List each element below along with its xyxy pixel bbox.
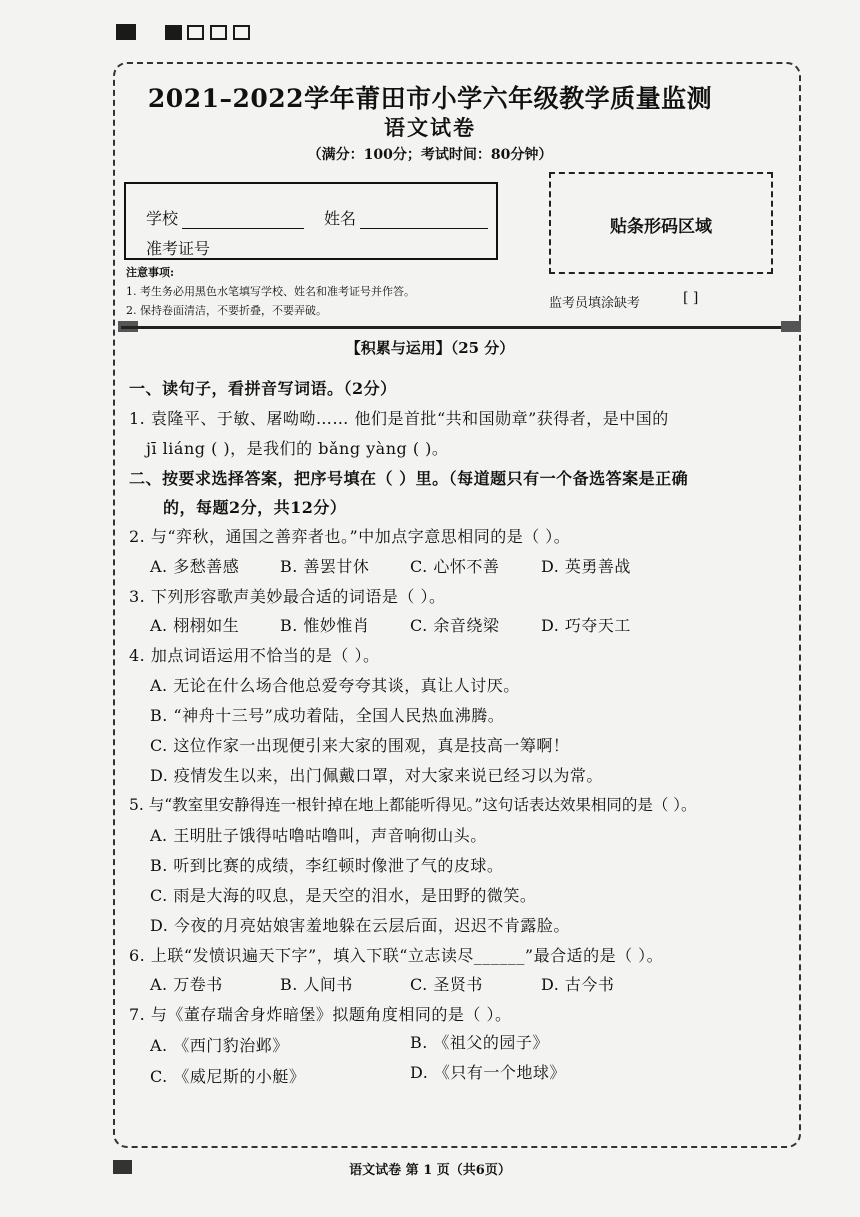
q2-option[interactable]: C. 心怀不善 [410, 557, 500, 576]
proctor-label: 监考员填涂缺考 [549, 296, 641, 311]
q4-option[interactable]: A. 无论在什么场合他总爱夸夸其谈，真让人讨厌。 [150, 676, 520, 695]
marker-square [187, 25, 204, 40]
marker-square [116, 24, 136, 40]
q2-option[interactable]: A. 多愁善感 [150, 557, 240, 576]
notes-heading: 注意事项: [126, 266, 175, 279]
q1-pinyin-blanks[interactable]: jī liáng ( )，是我们的 bǎng yàng ( )。 [146, 439, 449, 458]
marker-square [233, 25, 250, 40]
q6-text: 6. 上联“发愤识遍天下字”，填入下联“立志读尽______”最合适的是（ ）。 [129, 946, 664, 965]
exam-title: 2021–2022学年莆田市小学六年级教学质量监测 [147, 84, 713, 113]
q7-option[interactable]: A. 《西门豹治邺》 [150, 1036, 289, 1055]
exam-id-label: 准考证号 [146, 239, 211, 258]
q7-option[interactable]: D. 《只有一个地球》 [410, 1063, 566, 1082]
school-blank[interactable] [182, 212, 304, 229]
school-label: 学校 [146, 209, 179, 228]
page-footer: 语文试卷 第 1 页（共6页） [349, 1163, 511, 1178]
part2-heading-cont: 的，每题2分，共12分） [163, 498, 347, 517]
student-info-box [124, 182, 498, 260]
q6-option[interactable]: C. 圣贤书 [410, 975, 483, 994]
barcode-label: 贴条形码区域 [610, 217, 712, 237]
q3-option[interactable]: C. 余音绕梁 [410, 616, 500, 635]
q1-text: 1. 袁隆平、于敏、屠呦呦…… 他们是首批“共和国勋章”获得者，是中国的 [129, 409, 669, 428]
exam-id-blank[interactable] [214, 242, 486, 259]
q4-option[interactable]: C. 这位作家一出现便引来大家的围观，真是技高一筹啊！ [150, 736, 570, 755]
absent-checkbox[interactable]: [ ] [683, 290, 699, 306]
exam-subtitle: 语文试卷 [384, 115, 476, 140]
note-item: 2. 保持卷面清洁，不要折叠，不要弄破。 [126, 304, 327, 317]
q3-option[interactable]: D. 巧夺天工 [541, 616, 631, 635]
q7-text: 7. 与《董存瑞舍身炸暗堡》拟题角度相同的是（ ）。 [129, 1005, 512, 1024]
barcode-area [549, 172, 773, 274]
q5-option[interactable]: C. 雨是大海的叹息，是天空的泪水，是田野的微笑。 [150, 886, 537, 905]
q6-option[interactable]: A. 万卷书 [150, 975, 223, 994]
q6-option[interactable]: D. 古今书 [541, 975, 615, 994]
q5-option[interactable]: D. 今夜的月亮姑娘害羞地躲在云层后面，迟迟不肯露脸。 [150, 916, 570, 935]
note-item: 1. 考生务必用黑色水笔填写学校、姓名和准考证号并作答。 [126, 285, 415, 298]
part1-heading: 一、读句子，看拼音写词语。（2分） [129, 379, 397, 398]
q3-option[interactable]: B. 惟妙惟肖 [280, 616, 370, 635]
q6-option[interactable]: B. 人间书 [280, 975, 353, 994]
q2-option[interactable]: D. 英勇善战 [541, 557, 631, 576]
section-divider [121, 326, 801, 329]
q5-text: 5. 与“教室里安静得连一根针掉在地上都能听得见。”这句话表达效果相同的是（ ）。 [129, 796, 697, 814]
q4-text: 4. 加点词语运用不恰当的是（ ）。 [129, 646, 380, 665]
section-heading: 【积累与运用】（25 分） [345, 339, 515, 357]
part2-heading: 二、按要求选择答案，把序号填在（ ）里。（每道题只有一个备选答案是正确 [129, 469, 689, 488]
marker-square [165, 25, 182, 40]
q5-option[interactable]: A. 王明肚子饿得咕噜咕噜叫，声音响彻山头。 [150, 826, 487, 845]
school-field[interactable] [146, 206, 304, 229]
q2-option[interactable]: B. 善罢甘休 [280, 557, 370, 576]
q3-option[interactable]: A. 栩栩如生 [150, 616, 240, 635]
exam-id-field[interactable] [146, 236, 486, 259]
q4-option[interactable]: B. “神舟十三号”成功着陆，全国人民热血沸腾。 [150, 706, 505, 725]
q7-option[interactable]: B. 《祖父的园子》 [410, 1033, 549, 1052]
marker-square [210, 25, 227, 40]
q3-text: 3. 下列形容歌声美妙最合适的词语是（ ）。 [129, 587, 446, 606]
name-label: 姓名 [324, 209, 357, 228]
name-blank[interactable] [360, 212, 488, 229]
q7-option[interactable]: C. 《威尼斯的小艇》 [150, 1067, 306, 1086]
divider-end [781, 321, 801, 332]
name-field[interactable] [324, 206, 488, 229]
q5-option[interactable]: B. 听到比赛的成绩，李红顿时像泄了气的皮球。 [150, 856, 504, 875]
q2-text: 2. 与“弈秋，通国之善弈者也。”中加点字意思相同的是（ ）。 [129, 527, 571, 546]
score-time-line: （满分：100分；考试时间：80分钟） [307, 147, 553, 163]
q4-option[interactable]: D. 疫情发生以来，出门佩戴口罩，对大家来说已经习以为常。 [150, 766, 603, 785]
